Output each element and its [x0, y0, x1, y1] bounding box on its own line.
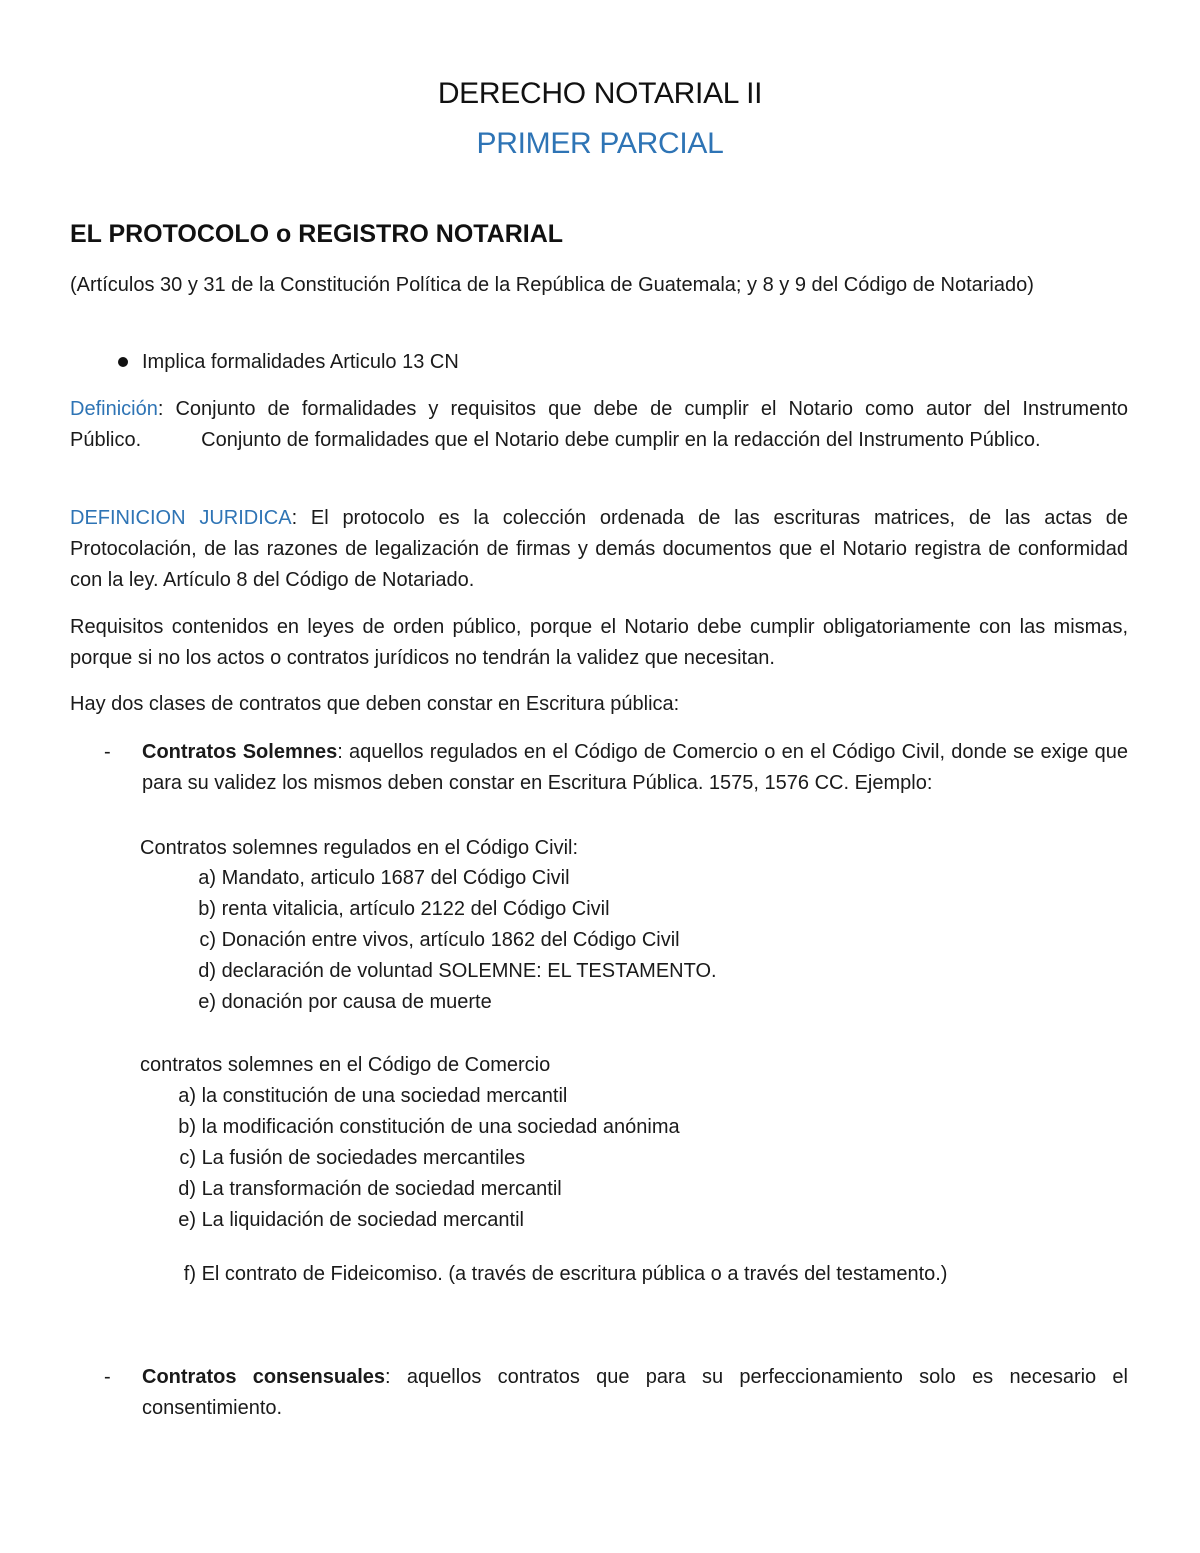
list-item: a) Mandato, articulo 1687 del Código Civil — [198, 867, 570, 889]
list-item: e) donación por causa de muerte — [198, 991, 492, 1013]
list-item: b) renta vitalicia, artículo 2122 del Código Civil — [198, 898, 610, 920]
dash-marker: - — [104, 1366, 111, 1388]
definicion-paragraph — [70, 394, 1128, 456]
list-item: d) La transformación de sociedad mercantil — [178, 1178, 562, 1200]
requisitos-paragraph: Requisitos contenidos en leyes de orden público, porque el Notario debe cumplir obligatoriamente con las mismas, porque si no los actos o contratos jurídicos no tendrán la validez que necesitan. — [70, 616, 1128, 669]
document-subtitle: PRIMER PARCIAL — [476, 127, 724, 160]
dash-marker: - — [104, 741, 111, 763]
bullet-item: Implica formalidades Articulo 13 CN — [142, 351, 459, 373]
definicion-label: Definición — [70, 398, 158, 420]
definicion-juridica-text: : El protocolo es la colección ordenada de las escrituras matrices, de las actas de Protocolación, de las razones de legalización de firmas y demás documentos que el Notario registra de conformidad con la ley. Artículo 8 del Código de Notariado. — [70, 507, 1129, 591]
definicion-juridica-label: DEFINICION JURIDICA — [70, 507, 292, 529]
bullet-icon — [118, 357, 128, 367]
comercio-list-item-f: f) El contrato de Fideicomiso. (a través de escritura pública o a través del testamento.) — [183, 1263, 948, 1285]
definicion-juridica-paragraph — [70, 503, 1128, 596]
consensuales-text: : aquellos contratos que para su perfeccionamiento solo es necesario el consentimiento. — [142, 1366, 1128, 1419]
list-item: e) La liquidación de sociedad mercantil — [178, 1209, 524, 1231]
list-item: d) declaración de voluntad SOLEMNE: EL TESTAMENTO. — [198, 960, 717, 982]
solemnes-text: : aquellos regulados en el Código de Comercio o en el Código Civil, donde se exige que para su validez los mismos deben constar en Escritura Pública. 1575, 1576 CC. Ejemplo: — [142, 741, 1128, 794]
comercio-heading: contratos solemnes en el Código de Comercio — [140, 1054, 551, 1076]
clases-intro: Hay dos clases de contratos que deben constar en Escritura pública: — [70, 693, 680, 715]
solemnes-label: Contratos Solemnes — [142, 741, 338, 763]
solemnes-paragraph — [142, 737, 1128, 799]
document-title: DERECHO NOTARIAL II — [437, 77, 763, 110]
list-item: c) La fusión de sociedades mercantiles — [179, 1147, 526, 1169]
consensuales-paragraph — [142, 1362, 1128, 1424]
civil-heading: Contratos solemnes regulados en el Código Civil: — [140, 837, 579, 859]
list-item: c) Donación entre vivos, artículo 1862 del Código Civil — [199, 929, 680, 951]
definicion-text: : Conjunto de formalidades y requisitos que debe de cumplir el Notario como autor del Instrumento Público. Conjunto de formalidades que el Notario debe cumplir en la redacción del Instrumento Público. — [70, 398, 1128, 451]
list-item: a) la constitución de una sociedad mercantil — [178, 1085, 568, 1107]
consensuales-label: Contratos consensuales — [142, 1366, 385, 1388]
intro-paragraph: (Artículos 30 y 31 de la Constitución Política de la República de Guatemala; y 8 y 9 del Código de Notariado) — [70, 274, 1034, 296]
list-item: b) la modificación constitución de una sociedad anónima — [178, 1116, 680, 1138]
comercio-list — [156, 1081, 680, 1236]
section-heading: EL PROTOCOLO o REGISTRO NOTARIAL — [70, 220, 564, 248]
civil-list — [176, 863, 717, 1018]
